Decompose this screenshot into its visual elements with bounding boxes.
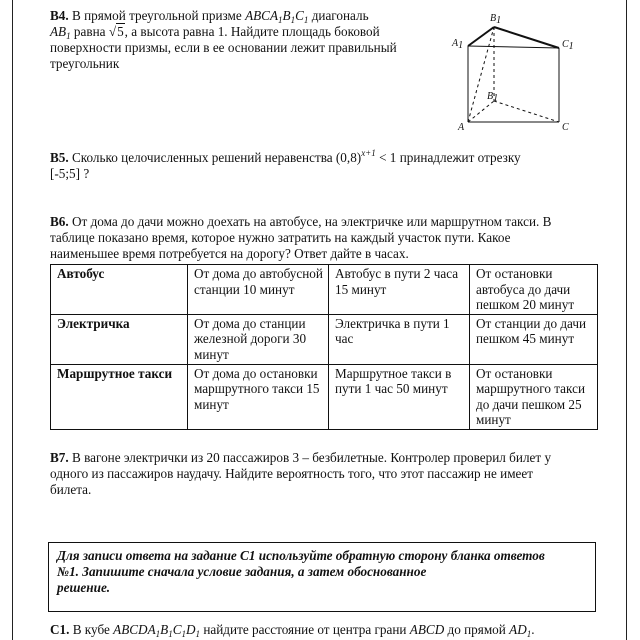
problem-b7-label: В7. <box>50 450 69 465</box>
notice-line3: решение. <box>57 580 111 595</box>
table-cell: От остановки маршрутного такси до дачи пешком 25 минут <box>470 364 598 429</box>
label-b1: B1 <box>490 13 502 26</box>
problem-b7: В7. В вагоне электрички из 20 пассажиров 3 – безбилетные. Контролер проверил билет у одного из пассажиров наудачу. Найдите вероятность того, что этот пассажир не имеет билета. <box>50 450 610 498</box>
problem-b6: В6. От дома до дачи можно доехать на автобусе, на электричке или маршрутном такси. В таблице показано время, которое нужно затратить на каждый участок пути. Какое наименьшее время потребуется на дорогу? Ответ дайте в часах. <box>50 214 610 262</box>
problem-b7-line2: одного из пассажиров наудачу. Найдите вероятность того, что этот пассажир не имеет <box>50 466 534 481</box>
problem-b6-line2: таблице показано время, которое нужно затратить на каждый участок пути. Какое <box>50 230 511 245</box>
prism-name: $ABCA_1B_1C_1$ <box>245 8 309 25</box>
label-a1: A1 <box>452 38 464 51</box>
problem-b4-line4: треугольник <box>50 56 120 71</box>
label-c1: C1 <box>562 39 574 52</box>
table-row <box>51 265 598 315</box>
prism-figure <box>448 8 588 132</box>
problem-c1-label: С1. <box>50 622 70 637</box>
answer-instructions-box <box>48 542 596 612</box>
problem-c1: С1. В кубе $ABCDA_1B_1C_1D_1$ найдите расстояние от центра грани ABCD до прямой $AD_1$. <box>50 622 535 639</box>
table-cell: Автобус в пути 2 часа 15 минут <box>329 265 470 315</box>
line-name: $AD_1$ <box>509 622 532 639</box>
table-row <box>51 364 598 429</box>
table-cell: От остановки автобуса до дачи пешком 20 минут <box>470 265 598 315</box>
problem-b5: В5. Сколько целочисленных решений неравенства $(0,8)^{x+1} < 1$ принадлежит отрезку [-5;5] ? <box>50 150 610 182</box>
notice-line2: №1. Запишите сначала условие задания, а затем обоснованное <box>57 564 427 579</box>
table-row <box>51 314 598 364</box>
sqrt-expression: √5 <box>108 24 124 39</box>
table-cell: От дома до автобусной станции 10 минут <box>188 265 329 315</box>
diagonal-name: $AB_1$ <box>50 24 71 41</box>
table-cell: От дома до станции железной дороги 30 минут <box>188 314 329 364</box>
problem-b4-label: В4. <box>50 8 69 23</box>
page-border-right <box>626 0 627 640</box>
label-c: C <box>562 122 569 132</box>
problem-b4-text: В прямой треугольной призме <box>68 8 246 23</box>
travel-time-table <box>50 264 598 430</box>
table-cell: От станции до дачи пешком 45 минут <box>470 314 598 364</box>
label-a: A <box>458 122 465 132</box>
problem-b4-line3: поверхности призмы, если в ее основании лежит правильный <box>50 40 397 55</box>
problem-b6-label: В6. <box>50 214 69 229</box>
table-row-head: Маршрутное такси <box>51 364 188 429</box>
page-border-left <box>12 0 13 640</box>
problem-b5-label: В5. <box>50 150 69 165</box>
face-name: ABCD <box>409 622 445 637</box>
inequality: $(0,8)^{x+1} < 1$ <box>335 148 400 165</box>
problem-b6-line3: наименьшее время потребуется на дорогу? Ответ дайте в часах. <box>50 246 409 261</box>
cube-name: $ABCDA_1B_1C_1D_1$ <box>113 622 201 639</box>
table-cell: Маршрутное такси в пути 1 час 50 минут <box>329 364 470 429</box>
table-row-head: Электричка <box>51 314 188 364</box>
notice-line1: Для записи ответа на задание С1 используйте обратную сторону бланка ответов <box>57 548 545 563</box>
label-b: B1 <box>487 91 499 104</box>
problem-b4: В4. В прямой треугольной призме $ABCA_1B_1C_1$ диагональ $AB_1$ равна √5, а высота равна 1. Найдите площадь боковой поверхности призмы, если в ее основании лежит правильный треугольник <box>50 8 450 72</box>
problem-b7-line3: билета. <box>50 482 92 497</box>
problem-b5-line2: [-5;5] ? <box>50 166 90 181</box>
table-row-head: Автобус <box>51 265 188 315</box>
table-cell: Электричка в пути 1 час <box>329 314 470 364</box>
table-cell: От дома до остановки маршрутного такси 15 минут <box>188 364 329 429</box>
